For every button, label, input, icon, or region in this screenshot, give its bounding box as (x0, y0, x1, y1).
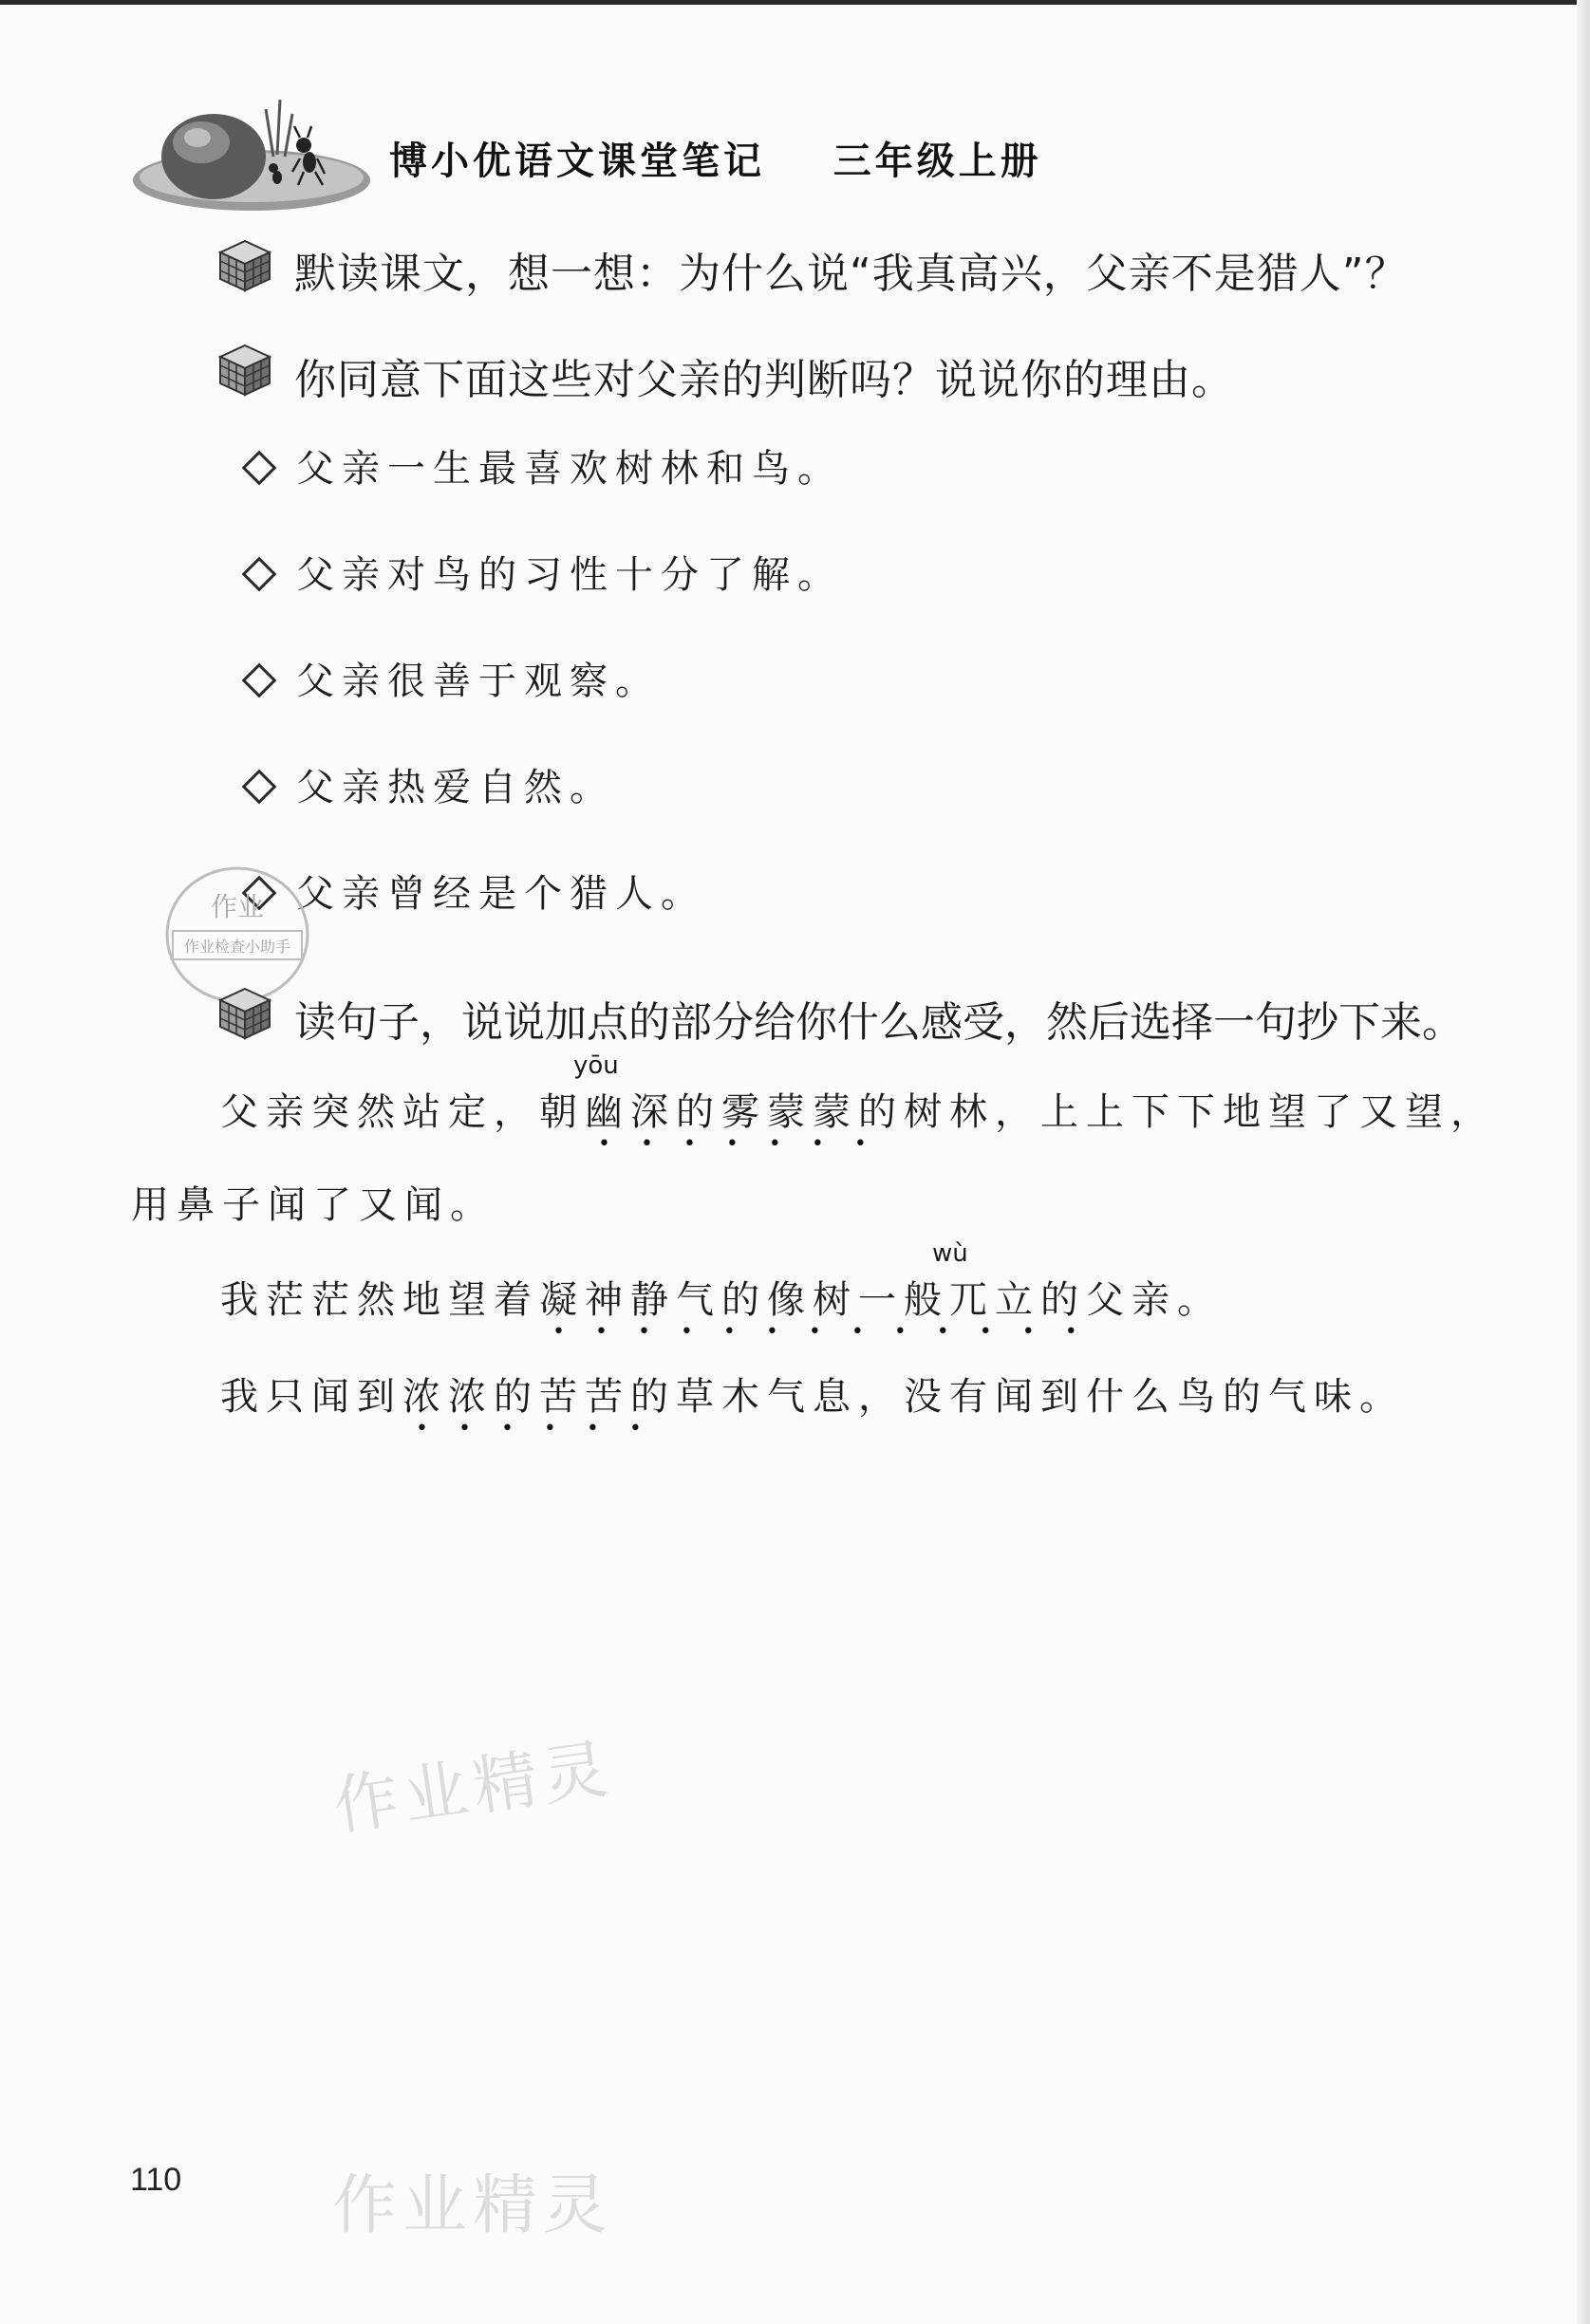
diamond-icon (242, 770, 277, 805)
emphasis-dots: ••••••••••••• (552, 1320, 1108, 1344)
emphasized-phrase: 凝神静气的像树一般兀立的 ••••••••••••• (539, 1278, 1108, 1344)
judgment-option: 父亲一生最喜欢树林和鸟。 (239, 438, 843, 493)
pinyin-you: yōu (573, 1051, 619, 1080)
question-3: 读句子，说说加点的部分给你什么感受，然后选择一句抄下来。 (294, 998, 1464, 1047)
rubiks-cube-icon (216, 237, 273, 294)
judgment-option: 父亲热爱自然。 (239, 757, 615, 811)
emphasis-dots: •••••• (416, 1417, 672, 1441)
page-number: 110 (130, 2162, 182, 2198)
rubiks-cube-icon (216, 342, 273, 399)
sentence-1: 父亲突然站定，朝幽深的雾蒙蒙的 ••••••• 树林，上上下下地望了又望， (220, 1090, 1496, 1156)
question-1: 默读课文，想一想：为什么说“我真高兴，父亲不是猎人”？ (294, 250, 1408, 298)
emphasized-phrase: 浓浓的苦苦的 •••••• (402, 1375, 676, 1441)
diamond-icon (242, 451, 277, 486)
emphasized-phrase: 幽深的雾蒙蒙的 ••••••• (585, 1090, 904, 1156)
sentence-2: 我茫茫然地望着凝神静气的像树一般兀立的 ••••••••••••• 父亲。 (220, 1278, 1223, 1344)
diamond-icon (242, 663, 277, 698)
stamp-line-1: 作业 (210, 891, 265, 922)
judgment-option: 父亲很善于观察。 (239, 651, 661, 705)
judgment-option: 父亲曾经是个猎人。 (239, 864, 706, 918)
rubiks-cube-icon (216, 985, 273, 1042)
watermark: 作业精灵 (332, 2168, 614, 2243)
pinyin-wu: wù (932, 1239, 968, 1268)
sentence-3: 我只闻到浓浓的苦苦的 •••••• 草木气息，没有闻到什么鸟的气味。 (220, 1375, 1405, 1441)
emphasis-dots: ••••••• (598, 1132, 897, 1156)
watermark: 作业精灵 (328, 1731, 618, 1846)
page-edge-shadow (1577, 0, 1590, 2324)
question-2: 你同意下面这些对父亲的判断吗？说说你的理由。 (294, 356, 1234, 404)
diamond-icon (242, 557, 277, 592)
top-border (0, 0, 1590, 5)
sentence-1-line-2: 用鼻子闻了又闻。 (131, 1183, 496, 1227)
stamp-line-2: 作业检查小助手 (183, 938, 291, 956)
ant-mascot-illustration (123, 90, 370, 218)
book-title: 博小优语文课堂笔记 三年级上册 (389, 139, 1042, 183)
judgment-option: 父亲对鸟的习性十分了解。 (239, 545, 843, 599)
